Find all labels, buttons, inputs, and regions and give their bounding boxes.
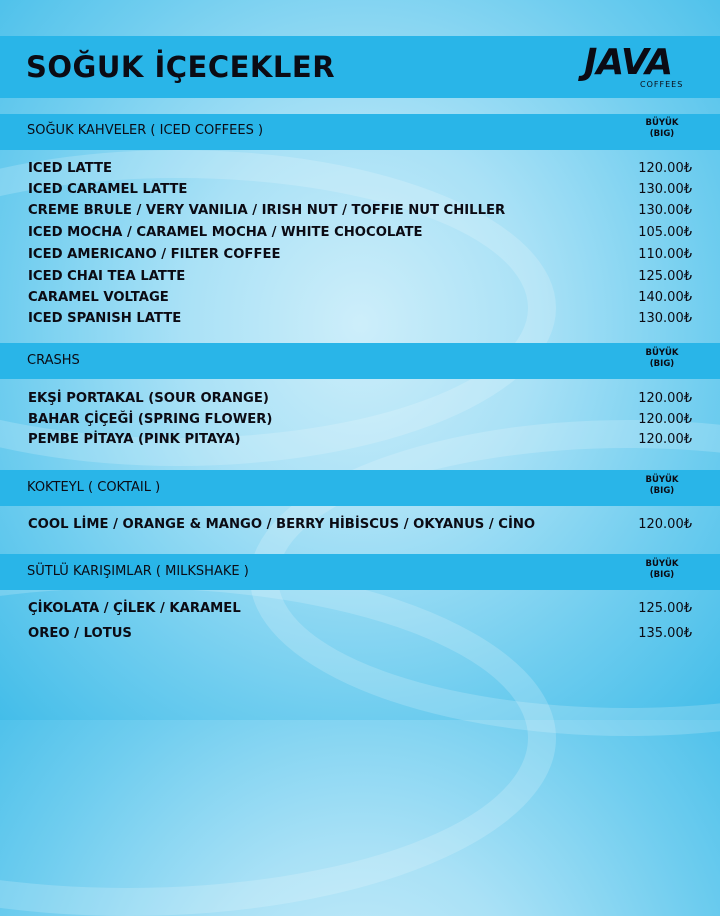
menu-item: OREO / LOTUS 135.00₺: [28, 626, 692, 641]
menu-item: ICED CHAI TEA LATTE 125.00₺: [28, 269, 692, 284]
menu-item: CARAMEL VOLTAGE 140.00₺: [28, 290, 692, 305]
menu-item: BAHAR ÇİÇEĞİ (SPRING FLOWER) 120.00₺: [28, 412, 692, 427]
section-title: CRASHS: [27, 353, 80, 368]
section-bar-crashs: [0, 343, 720, 379]
size-label-big: BÜYÜK (BIG): [645, 559, 679, 580]
menu-item: ÇİKOLATA / ÇİLEK / KARAMEL 125.00₺: [28, 601, 692, 616]
menu-item: ICED MOCHA / CARAMEL MOCHA / WHITE CHOCOLATE 105.00₺: [28, 225, 692, 240]
size-label-big: BÜYÜK (BIG): [645, 475, 679, 496]
section-title: SÜTLÜ KARIŞIMLAR ( MILKSHAKE ): [27, 564, 249, 579]
menu-item: COOL LİME / ORANGE & MANGO / BERRY HİBİSCUS / OKYANUS / CİNO 120.00₺: [28, 517, 692, 532]
page-title: SOĞUK İÇECEKLER: [26, 50, 336, 84]
section-title: KOKTEYL ( COKTAIL ): [27, 480, 161, 495]
logo-name: JAVA: [584, 42, 673, 83]
size-label-big: BÜYÜK (BIG): [645, 118, 679, 139]
size-label-big: BÜYÜK (BIG): [645, 348, 679, 369]
logo-sub: COFFEES: [640, 80, 684, 89]
menu-item: ICED SPANISH LATTE 130.00₺: [28, 311, 692, 326]
section-title: SOĞUK KAHVELER ( ICED COFFEES ): [27, 123, 264, 138]
menu-item: PEMBE PİTAYA (PINK PITAYA) 120.00₺: [28, 432, 692, 447]
menu-item: ICED LATTE 120.00₺: [28, 161, 692, 176]
menu-item: ICED AMERICANO / FILTER COFFEE 110.00₺: [28, 247, 692, 262]
menu-item: ICED CARAMEL LATTE 130.00₺: [28, 182, 692, 197]
menu-item: EKŞİ PORTAKAL (SOUR ORANGE) 120.00₺: [28, 391, 692, 406]
menu-item: CREME BRULE / VERY VANILIA / IRISH NUT / TOFFIE NUT CHILLER 130.00₺: [28, 203, 692, 218]
java-logo: [582, 42, 692, 94]
